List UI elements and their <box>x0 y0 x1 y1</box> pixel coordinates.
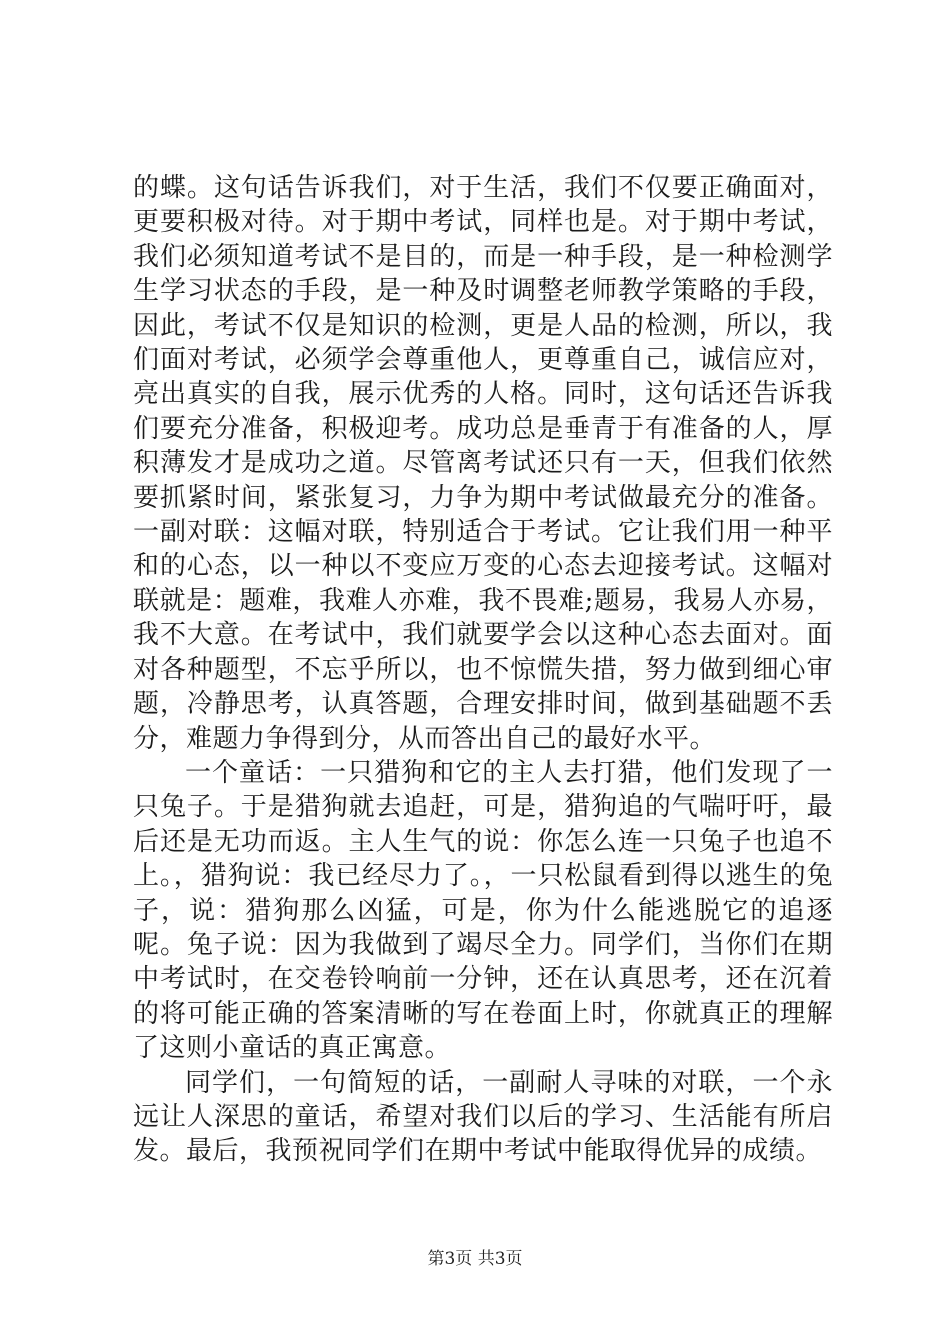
paragraph-3: 同学们，一句简短的话，一副耐人寻味的对联，一个永远让人深思的童话，希望对我们以后的学习、生活能有所启发。最后，我预祝同学们在期中考试中能取得优异的成绩。 <box>133 1067 833 1167</box>
paragraph-1: 的蝶。这句话告诉我们，对于生活，我们不仅要正确面对，更要积极对待。对于期中考试，同样也是。对于期中考试，我们必须知道考试不是目的，而是一种手段，是一种检测学生学习状态的手段，是一种及时调整老师教学策略的手段，因此，考试不仅是知识的检测，更是人品的检测，所以，我们面对考试，必须学会尊重他人，更尊重自己，诚信应对，亮出真实的自我，展示优秀的人格。同时，这句话还告诉我们要充分准备，积极迎考。成功总是垂青于有准备的人，厚积薄发才是成功之道。尽管离考试还只有一天，但我们依然要抓紧时间，紧张复习，力争为期中考试做最充分的准备。一副对联：这幅对联，特别适合于考试。它让我们用一种平和的心态，以一种以不变应万变的心态去迎接考试。这幅对联就是：题难，我难人亦难，我不畏难;题易，我易人亦易，我不大意。在考试中，我们就要学会以这种心态去面对。面对各种题型，不忘乎所以，也不惊慌失措，努力做到细心审题，冷静思考，认真答题，合理安排时间，做到基础题不丢分，难题力争得到分，从而答出自己的最好水平。 <box>133 173 833 754</box>
document-body <box>133 171 833 1169</box>
page-number-footer: 第3页 共3页 <box>427 1249 523 1269</box>
paragraph-2: 一个童话：一只猎狗和它的主人去打猎，他们发现了一只兔子。于是猎狗就去追赶，可是，猎狗追的气喘吁吁，最后还是无功而返。主人生气的说：你怎么连一只兔子也追不上。，猎狗说：我已经尽力了。，一只松鼠看到得以逃生的兔子，说：猎狗那么凶猛，可是，你为什么能逃脱它的追逐呢。兔子说：因为我做到了竭尽全力。同学们，当你们在期中考试时，在交卷铃响前一分钟，还在认真思考，还在沉着的将可能正确的答案清晰的写在卷面上时，你就真正的理解了这则小童话的真正寓意。 <box>133 757 833 1064</box>
